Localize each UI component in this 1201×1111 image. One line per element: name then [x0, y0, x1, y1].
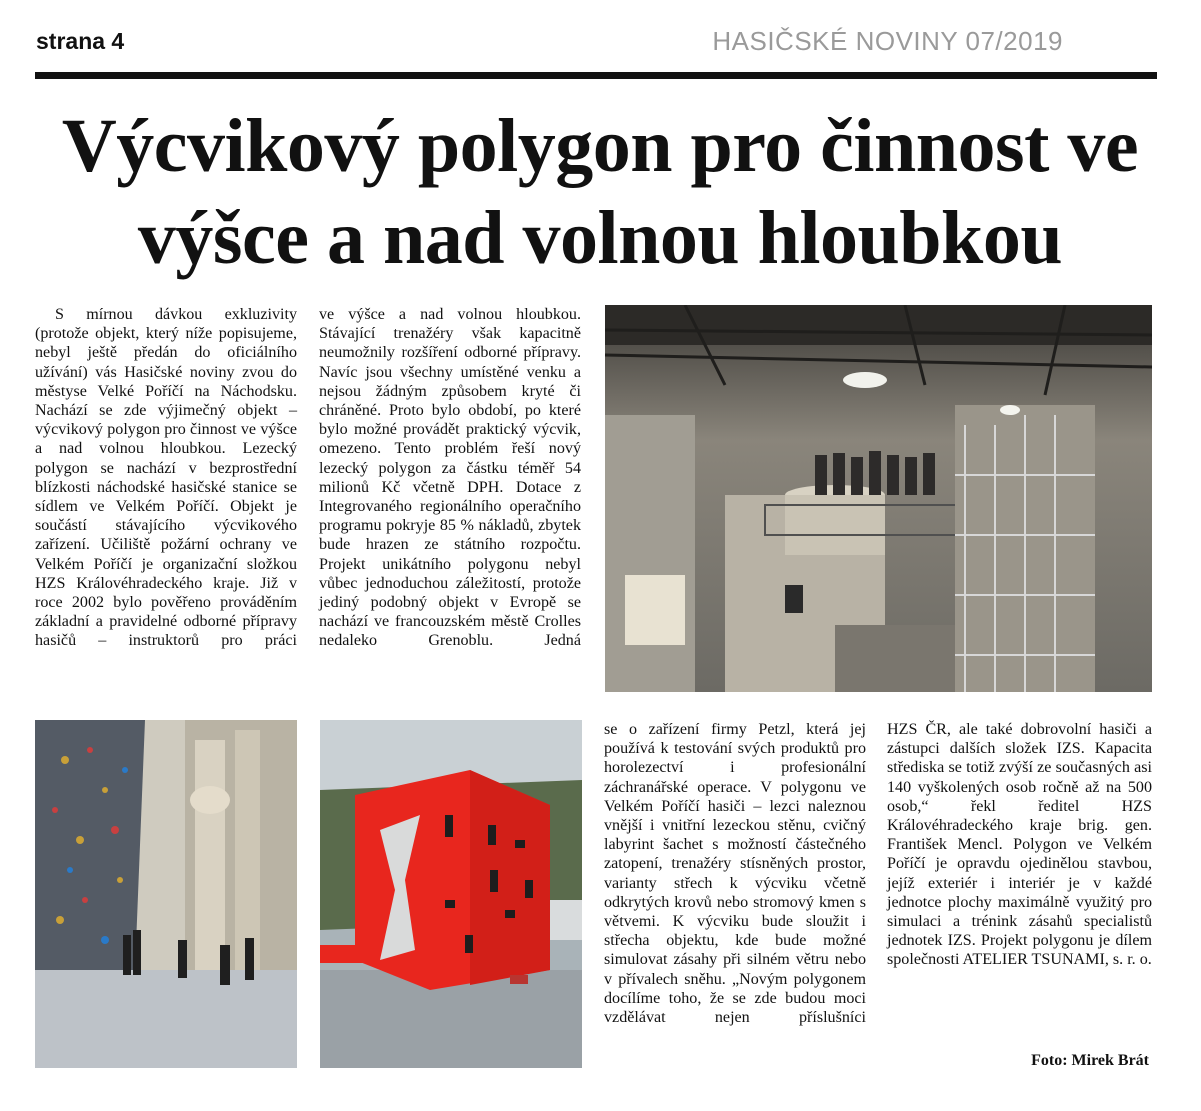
article-column-3: se o zařízení firmy Petzl, která jej používá k testování svých produktů pro horolezectví i profesionální záchranářské operace. V polygonu ve Velkém Poříčí hasiči – lezci naleznou vnější i vnitřní lezeckou stěnu, cvičný labyrint šachet s možností částečného zatopení, trenažéry stísněných prostor, varianty střech k výcviku včetně odkrytých krovů nebo stromový kmen s větvemi. K výcviku bude sloužit i střecha objektu, kde bude možné simulovat zásahy při silném větru nebo v přívalech sněhu. „Novým polygonem docílíme toho, že se zde budou moci vzdělávat nejen příslušníci — [604, 721, 866, 1027]
header-rule — [35, 72, 1157, 79]
headline: Výcvikový polygon pro činnost ve výšce a nad volnou hloubkou — [61, 104, 1139, 280]
photo-interior-polygon — [605, 305, 1152, 692]
issue-label: HASIČSKÉ NOVINY 07/2019 — [712, 26, 1063, 56]
article-column-4: HZS ČR, ale také dobrovolní hasiči a zástupci dalších složek IZS. Kapacita střediska se totiž zvýší ze současných asi 140 vyškolených osob ročně až na 500 osob,“ řekl ředitel HZS Královéhradeckého kraje brig. gen. František Mencl. Polygon ve Velkém Poříčí je opravdu ojedinělou stavbou, jejíž exteriér i interiér je v každé jednotce plochy maximálně využitý pro simulaci a trénink zásahů specialistů jednotek IZS. Projekt polygonu je dílem společnosti ATELIER TSUNAMI, s. r. o. — [887, 721, 1152, 969]
page-number: strana 4 — [36, 28, 125, 54]
photo-credit: Foto: Mirek Brát — [1031, 1052, 1149, 1069]
photo-climbing-wall — [35, 720, 297, 1068]
article-column-1: S mírnou dávkou exkluzivity (protože objekt, který níže popisujeme, nebyl ještě předán do oficiálního užívání) vás Hasičské noviny zvou do městyse Velké Poříčí na Náchodsku. Nachází se zde výjimečný objekt – výcvikový polygon pro činnost ve výšce a nad volnou hloubkou. Lezecký polygon se nachází v bezprostřední blízkosti náchodské hasičské stanice se sídlem ve Velkém Poříčí. Objekt je součástí stávajícího výcvikového zařízení. Učiliště požární ochrany ve Velkém Poříčí je organizační složkou HZS Královéhradeckého kraje. Již v roce 2002 bylo pověřeno prováděním základní a pravidelné odborné přípravy hasičů – instruktorů pro práci — [35, 306, 297, 650]
photo-exterior-building — [320, 720, 582, 1068]
article-column-2: ve výšce a nad volnou hloubkou. Stávající trenažéry však kapacitně neumožnily rozšíření odborné přípravy. Navíc jsou všechny umístěné venku a nejsou žádným způsobem kryté či chráněné. Proto bylo období, po které bylo možné provádět praktický výcvik, omezeno. Tento problém řeší nový lezecký polygon za částku téměř 54 milionů Kč včetně DPH. Dotace z Integrovaného regionálního operačního programu pokryje 85 % nákladů, zbytek bude hrazen ze státního rozpočtu. Projekt unikátního polygonu nebyl vůbec jednoduchou záležitostí, protože jediný podobný objekt v Evropě se nachází ve francouzském městě Crolles nedaleko Grenoblu. Jedná — [319, 306, 581, 650]
